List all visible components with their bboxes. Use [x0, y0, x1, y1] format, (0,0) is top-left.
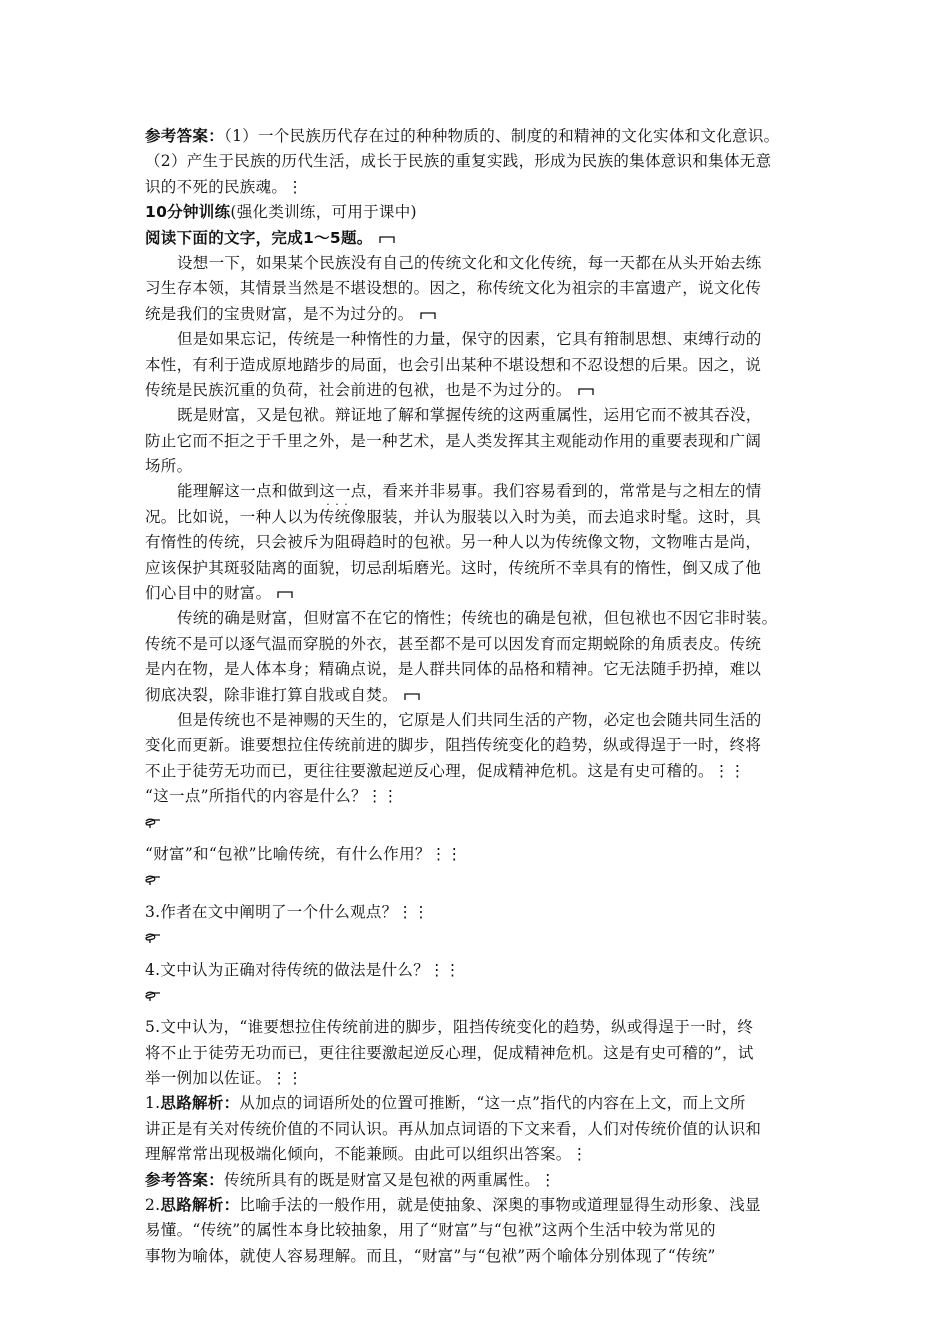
- passage-line: 们心目中的财富。: [145, 581, 825, 606]
- passage-line: 本性，有利于造成原地踏步的局面，也会引出某种不堪设想和不忍设想的后果。因之，说: [145, 355, 762, 374]
- answer-line: 参考答案：传统所具有的既是财富又是包袱的两重属性。⋮: [145, 1170, 556, 1189]
- answer-label: 参考答案：: [145, 1170, 225, 1189]
- pointing-hand-icon: [145, 932, 161, 944]
- answer-label: 参考答案：: [145, 127, 225, 145]
- analysis-line: 理解常常出现极端化倾向，不能兼顾。由此可以组织出答案。⋮: [145, 1145, 588, 1164]
- question-5: 5.文中认为，“谁要想拉住传统前进的脚步，阻挡传统变化的趋势，纵或得逞于一时，终: [145, 1018, 754, 1037]
- question-5-cont: 将不止于徒劳无功而已，更往往要激起逆反心理，促成精神危机。这是有史可稽的”，试: [145, 1043, 754, 1062]
- passage-line: 传统不是可以逐气温而穿脱的外衣，甚至都不是可以因发育而定期蜕除的角质表皮。传统: [145, 634, 762, 653]
- passage-line: 既是财富，又是包袱。辩证地了解和掌握传统的这两重属性，运用它而不被其吞没，: [177, 406, 762, 425]
- text-line: 识的不死的民族魂。⋮: [145, 177, 304, 196]
- analysis-label: 思路解析：: [160, 1196, 240, 1215]
- question-1: “这一点”所指代的内容是什么？⋮⋮: [145, 787, 399, 806]
- passage-line: 传统的确是财富，但财富不在它的惰性；传统也的确是包袱，但包袱也不因它非时装。: [177, 609, 778, 628]
- answer-line: 参考答案：（1）一个民族历代存在过的种种物质的、制度的和精神的文化实体和文化意识。: [145, 127, 780, 145]
- analysis-label: 思路解析：: [160, 1094, 240, 1113]
- analysis-line: 事物为喻体，就使人容易理解。而且，“财富”与“包袱”两个喻体分别体现了“传统”: [145, 1246, 716, 1265]
- passage-line: 变化而更新。谁要想拉住传统前进的脚步，阻挡传统变化的趋势，纵或得逞于一时，终将: [145, 736, 762, 755]
- section-heading: 10分钟训练(强化类训练，可用于课中): [145, 203, 417, 222]
- passage-line: 习生存本领，其情景当然是不堪设想的。因之，称传统文化为祖宗的丰富遗产，说文化传: [145, 279, 762, 298]
- passage-line: 不止于徒劳无功而已，更往往要激起逆反心理，促成精神危机。这是有史可稽的。⋮⋮: [145, 761, 746, 780]
- analysis-line: 讲正是有关对传统价值的不同认识。再从加点词语的下文来看，人们对传统价值的认识和: [145, 1119, 762, 1138]
- passage-line: 但是如果忘记，传统是一种惰性的力量，保守的因素，它具有箝制思想、束缚行动的: [177, 330, 762, 349]
- analysis-line: 易懂。“传统”的属性本身比较抽象，用了“财富”与“包袱”这两个生活中较为常见的: [145, 1221, 716, 1240]
- passage-line: 能理解这一点和做到这一点 · · ·，看来并非易事。我们容易看到的，常常是与之相左的情: [145, 479, 825, 504]
- question-2: “财富”和“包袱”比喻传统，有什么作用？⋮⋮: [145, 844, 463, 863]
- emphasized-phrase: 这一点 · · ·: [319, 482, 366, 500]
- pointing-hand-icon: [145, 817, 161, 829]
- passage-line: 是内在物，是人体本身；精确点说，是人群共同体的品格和精神。它无法随手扔掉，难以: [145, 660, 762, 679]
- paragraph-mark-icon: [578, 386, 594, 396]
- paragraph-mark-icon: [420, 310, 436, 320]
- passage-line: 但是传统也不是神赐的天生的，它原是人们共同生活的产物，必定也会随共同生活的: [177, 710, 762, 729]
- instruction-line: 阅读下面的文字，完成1～5题。: [145, 226, 825, 251]
- question-4: 4.文中认为正确对待传统的做法是什么？⋮⋮: [145, 960, 461, 979]
- paragraph-mark-icon: [379, 234, 395, 244]
- question-3: 3.作者在文中阐明了一个什么观点？⋮⋮: [145, 902, 429, 921]
- text-line: （2）产生于民族的历代生活，成长于民族的重复实践，形成为民族的集体意识和集体无意: [145, 152, 772, 171]
- pointing-hand-icon: [145, 874, 161, 886]
- passage-line: 设想一下，如果某个民族没有自己的传统文化和文化传统，每一天都在从头开始去练: [177, 253, 762, 272]
- passage-line: 况。比如说，一种人以为传统像服装，并认为服装以入时为美，而去追求时髦。这时，具: [145, 507, 762, 526]
- passage-line: 防止它而不拒之于千里之外，是一种艺术，是人类发挥其主观能动作用的重要表现和广阔: [145, 431, 762, 450]
- document-page: [145, 124, 825, 1269]
- passage-line: 统是我们的宝贵财富，是不为过分的。: [145, 302, 825, 327]
- pointing-hand-icon: [145, 990, 161, 1002]
- passage-line: 应该保护其斑驳陆离的面貌，切忌刮垢磨光。这时，传统所不幸具有的惰性，倒又成了他: [145, 558, 762, 577]
- analysis-line: 1.思路解析：从加点的词语所处的位置可推断，“这一点”指代的内容在上文，而上文所: [145, 1094, 746, 1113]
- passage-line: 传统是民族沉重的负荷，社会前进的包袱，也是不为过分的。: [145, 378, 825, 403]
- passage-line: 有惰性的传统，只会被斥为阻碍趋时的包袱。另一种人以为传统像文物，文物唯古是尚，: [145, 533, 762, 552]
- passage-line: 彻底决裂，除非谁打算自戕或自焚。: [145, 683, 825, 708]
- analysis-line: 2.思路解析：比喻手法的一般作用，就是使抽象、深奥的事物或道理显得生动形象、浅显: [145, 1196, 761, 1215]
- paragraph-mark-icon: [404, 691, 420, 701]
- question-5-cont: 举一例加以佐证。⋮⋮: [145, 1069, 304, 1088]
- passage-line: 场所。: [145, 457, 193, 476]
- paragraph-mark-icon: [277, 589, 293, 599]
